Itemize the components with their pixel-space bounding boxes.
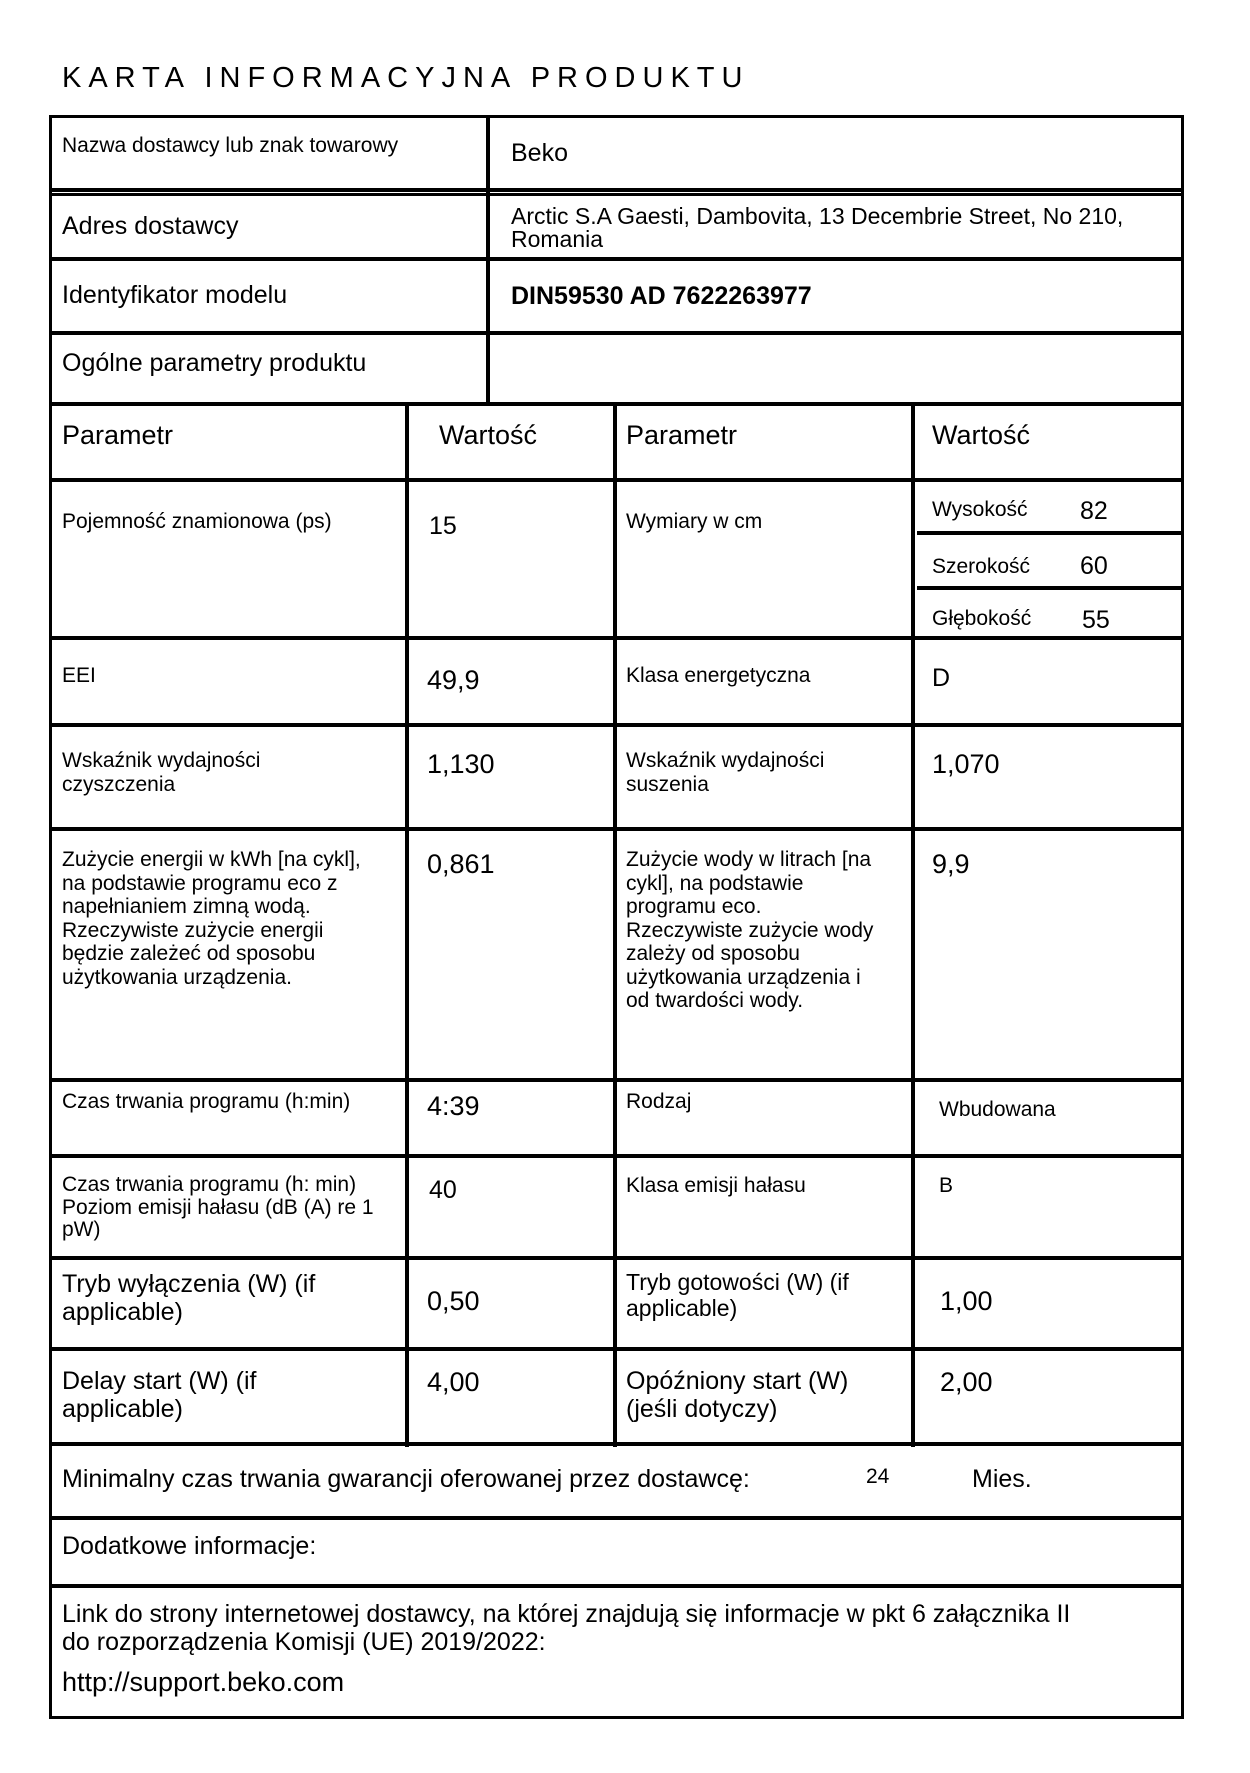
cleaning-index-value: 1,130 [427,749,495,779]
warranty-label: Minimalny czas trwania gwarancji oferowanej przez dostawcę: [62,1465,750,1493]
supplier-name-value: Beko [511,139,568,167]
capacity-value: 15 [429,512,457,540]
water-consumption-value: 9,9 [932,849,970,879]
width-value: 60 [1080,552,1108,580]
energy-class-value: D [932,664,951,692]
divider [49,1584,1184,1588]
capacity-label: Pojemność znamionowa (ps) [62,510,332,533]
warranty-unit: Mies. [972,1465,1032,1493]
warranty-value: 24 [866,1465,890,1488]
divider [917,586,1184,590]
divider [917,531,1184,535]
eei-label: EEI [62,664,96,687]
divider [911,402,915,1447]
drying-index-label: Wskaźnik wydajności suszenia [626,749,825,796]
delay-start-value: 4,00 [427,1367,480,1397]
standby-label: Tryb gotowości (W) (if applicable) [626,1269,849,1321]
delayed-start-value: 2,00 [940,1367,993,1397]
cleaning-index-label: Wskaźnik wydajności czyszczenia [62,749,261,796]
noise-emission-value: 40 [429,1176,457,1204]
general-parameters-label: Ogólne parametry produktu [62,349,367,377]
noise-class-label: Klasa emisji hałasu [626,1174,806,1197]
page-title: KARTA INFORMACYJNA PRODUKTU [62,62,750,94]
height-label: Wysokość [932,498,1028,521]
divider [486,115,490,405]
additional-info-label: Dodatkowe informacje: [62,1532,317,1560]
width-label: Szerokość [932,555,1031,578]
column-header-parameter: Parametr [626,420,738,450]
supplier-website-text: Link do strony internetowej dostawcy, na której znajdują się informacje w pkt 6 załącznika II do rozporządzenia Komisji (UE) 2019/2022: [62,1600,1071,1656]
divider [49,1516,1184,1520]
off-mode-value: 0,50 [427,1286,480,1316]
supplier-address-label: Adres dostawcy [62,212,239,240]
supplier-name-label: Nazwa dostawcy lub znak towarowy [62,134,399,157]
model-identifier-label: Identyfikator modelu [62,281,288,309]
noise-emission-label: Czas trwania programu (h: min) Poziom emisji hałasu (dB (A) re 1 pW) [62,1173,374,1242]
delay-start-label: Delay start (W) (if applicable) [62,1367,257,1423]
type-label: Rodzaj [626,1090,692,1113]
program-duration-value: 4:39 [427,1091,480,1121]
depth-label: Głębokość [932,607,1032,630]
divider [49,331,1184,335]
column-header-value: Wartość [932,420,1031,450]
divider [613,402,617,1447]
energy-consumption-label: Zużycie energii w kWh [na cykl], na podstawie programu eco z napełnianiem zimną wodą. Rzeczywiste zużycie energii będzie zależeć od sposobu użytkowania urządzenia. [62,848,361,989]
type-value: Wbudowana [939,1098,1056,1121]
energy-class-label: Klasa energetyczna [626,664,811,687]
drying-index-value: 1,070 [932,749,1000,779]
divider [49,188,1184,192]
eei-value: 49,9 [427,665,480,695]
off-mode-label: Tryb wyłączenia (W) (if applicable) [62,1270,316,1326]
program-duration-label: Czas trwania programu (h:min) [62,1090,351,1113]
divider [49,193,1184,196]
divider [405,402,409,1447]
model-identifier-value: DIN59530 AD 7622263977 [511,282,812,310]
divider [49,257,1184,261]
column-header-parameter: Parametr [62,420,174,450]
supplier-website-link[interactable]: http://support.beko.com [62,1667,345,1697]
noise-class-value: B [939,1174,954,1197]
dimensions-label: Wymiary w cm [626,510,763,533]
supplier-address-value: Arctic S.A Gaesti, Dambovita, 13 Decembrie Street, No 210, Romania [511,203,1124,253]
delayed-start-label: Opóźniony start (W) (jeśli dotyczy) [626,1367,849,1423]
water-consumption-label: Zużycie wody w litrach [na cykl], na podstawie programu eco. Rzeczywiste zużycie wody zależy od sposobu użytkowania urządzenia i od twardości wody. [626,848,874,1013]
column-header-value: Wartość [439,420,538,450]
energy-consumption-value: 0,861 [427,849,495,879]
standby-value: 1,00 [940,1286,993,1316]
depth-value: 55 [1082,606,1110,634]
height-value: 82 [1080,497,1108,525]
